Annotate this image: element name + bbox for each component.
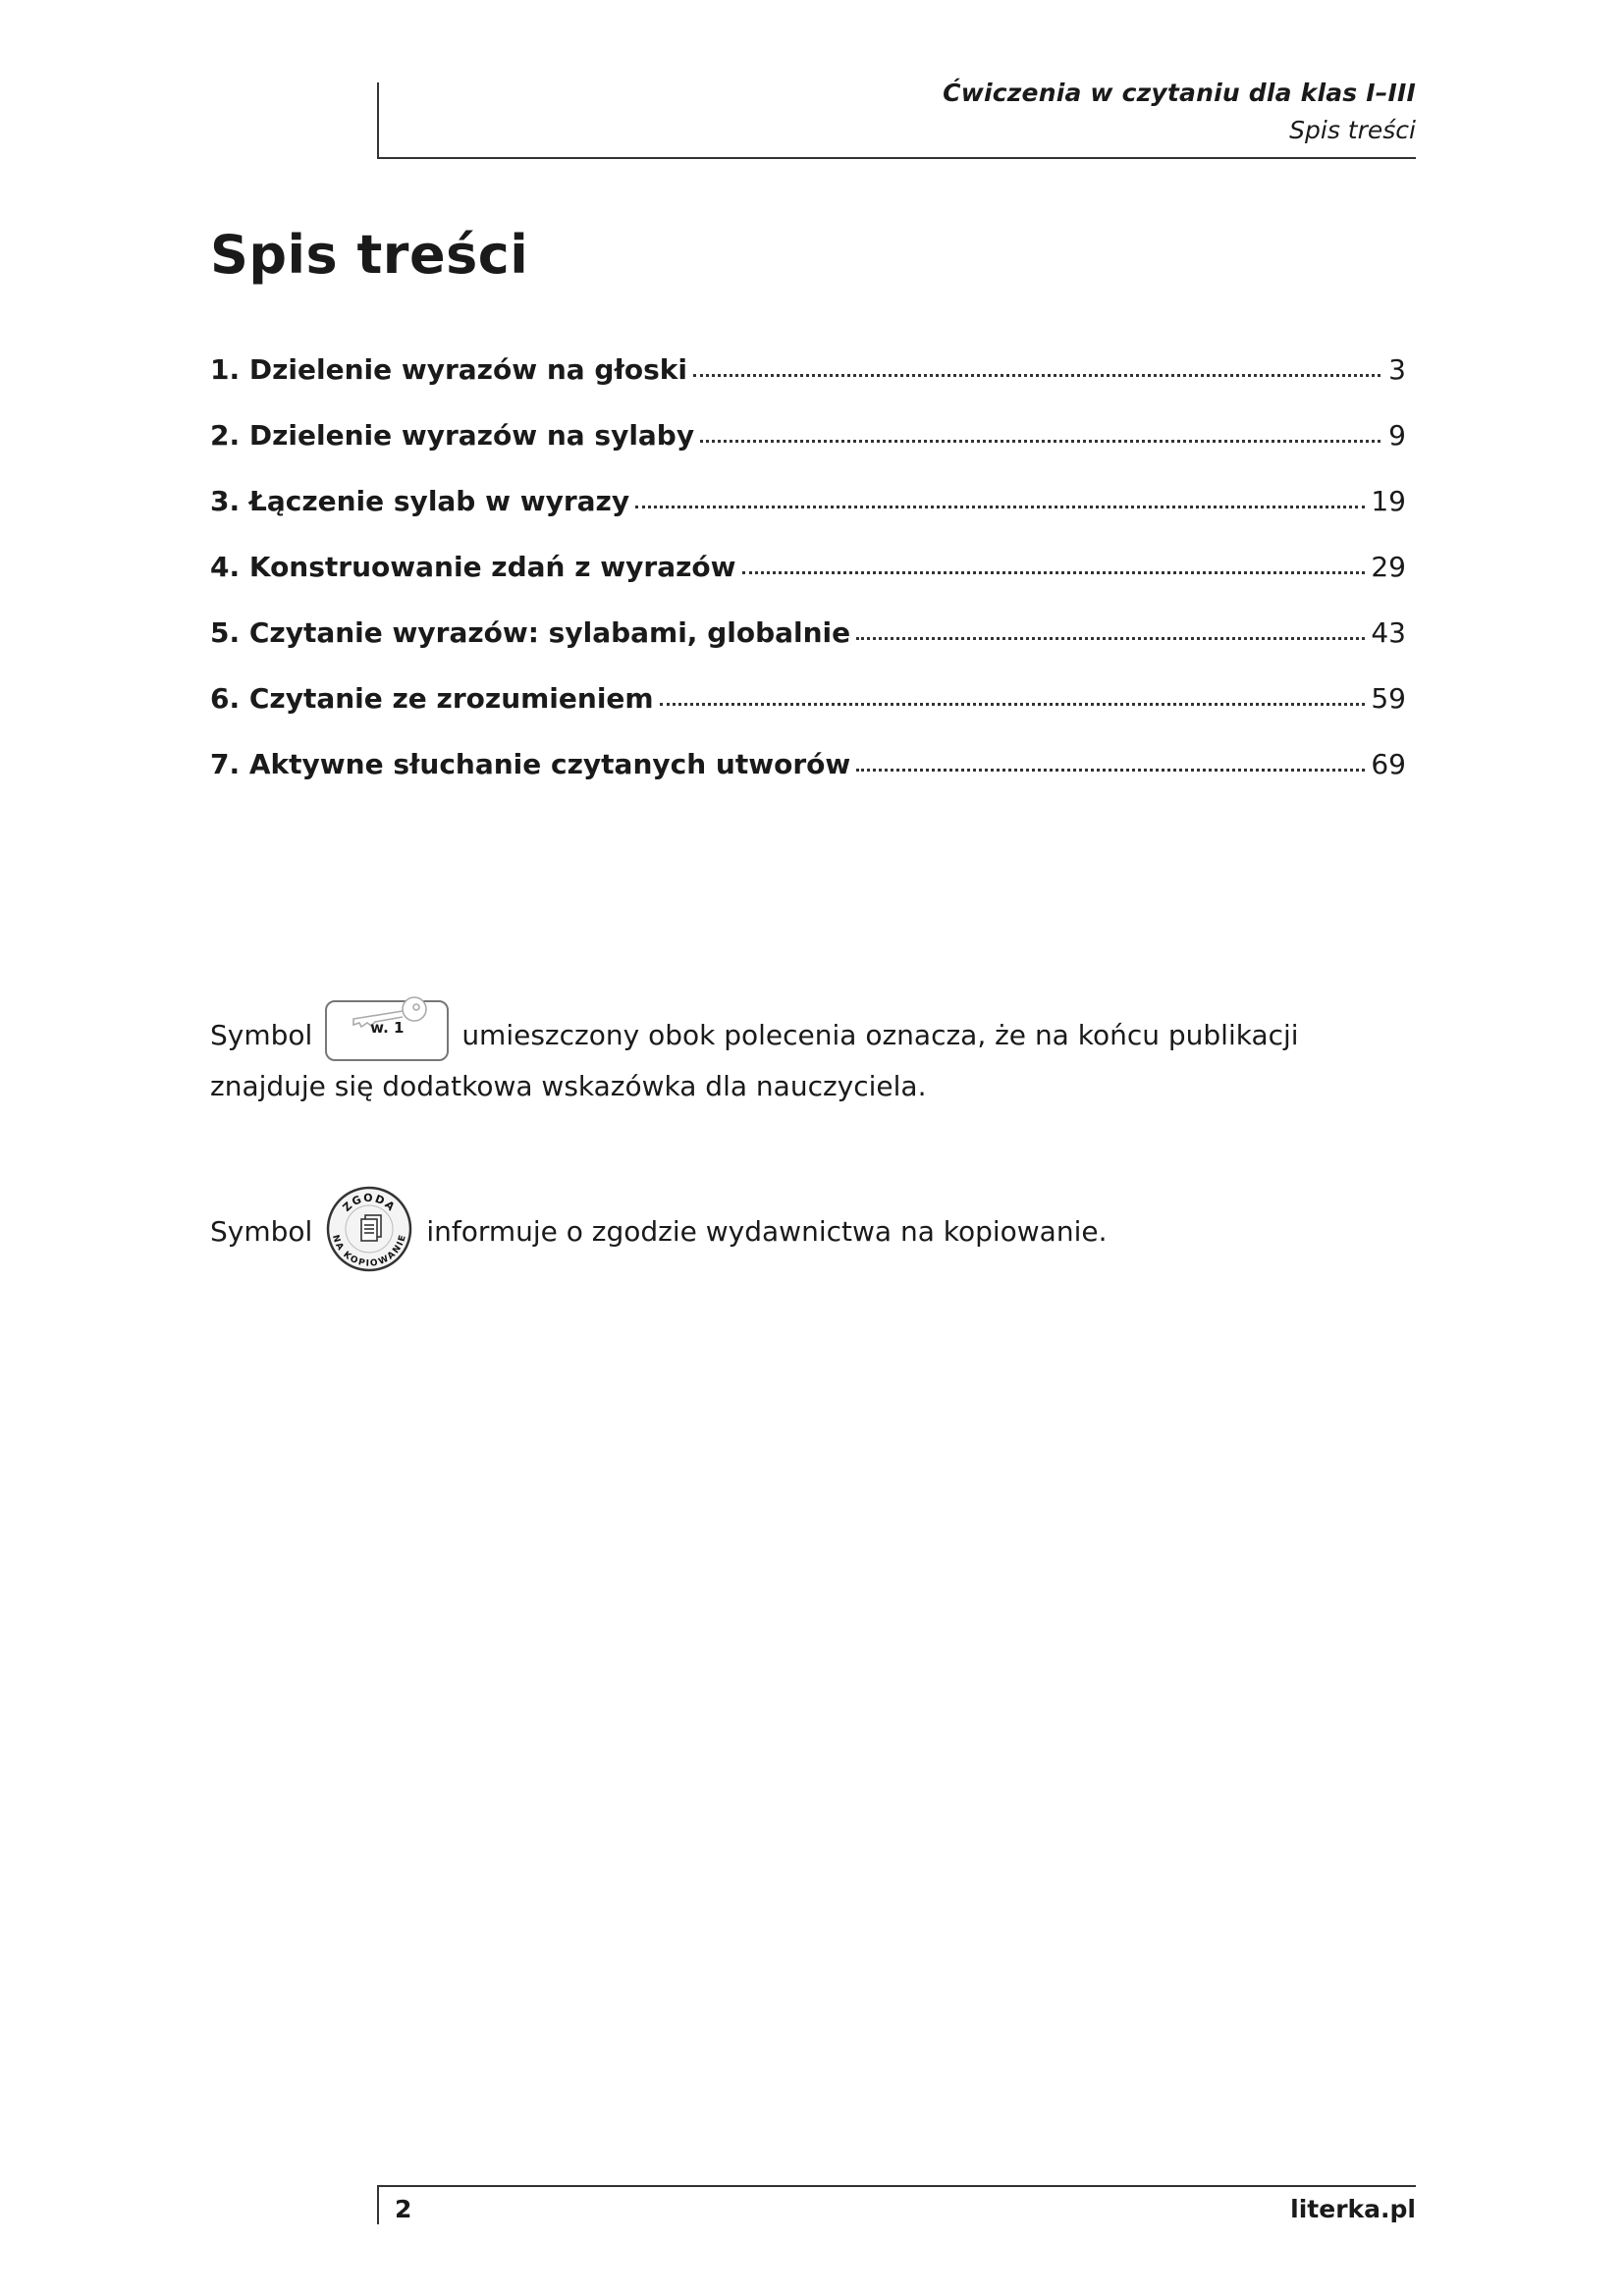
toc-leader-dots <box>856 765 1365 772</box>
toc-entry-label: 2. Dzielenie wyrazów na sylaby <box>210 419 695 452</box>
toc-entry-page: 19 <box>1371 485 1406 517</box>
toc-entry-1[interactable] <box>210 353 1406 419</box>
toc-entry-3[interactable] <box>210 485 1406 551</box>
header-rule-horizontal <box>377 157 1416 159</box>
footer-rule-horizontal <box>377 2185 1416 2187</box>
copy-stamp-text: informuje o zgodzie wydawnictwa na kopiowanie. <box>426 1215 1108 1248</box>
header-section: Spis treści <box>1289 116 1416 144</box>
toc-leader-dots <box>660 699 1366 706</box>
header-book-title: Ćwiczenia w czytaniu dla klas I–III <box>943 79 1416 107</box>
toc-entry-6[interactable] <box>210 682 1406 748</box>
symbol-word: Symbol <box>210 1019 313 1051</box>
toc-entry-page: 9 <box>1388 419 1406 452</box>
copy-stamp-note <box>210 1188 1418 1278</box>
toc-entry-label: 7. Aktywne słuchanie czytanych utworów <box>210 748 851 780</box>
copy-stamp-icon <box>324 1184 414 1274</box>
toc-entry-page: 43 <box>1371 616 1406 649</box>
toc-entry-page: 29 <box>1371 551 1406 583</box>
toc-entry-label: 1. Dzielenie wyrazów na głoski <box>210 353 687 386</box>
toc-entry-label: 3. Łączenie sylab w wyrazy <box>210 485 630 517</box>
toc-entry-5[interactable] <box>210 616 1406 682</box>
header-rule-vertical <box>377 82 379 159</box>
toc-entry-label: 5. Czytanie wyrazów: sylabami, globalnie <box>210 616 851 649</box>
key-icon <box>324 991 450 1062</box>
table-of-contents <box>210 353 1406 814</box>
toc-entry-page: 3 <box>1388 353 1406 386</box>
toc-entry-page: 59 <box>1371 682 1406 715</box>
toc-leader-dots <box>856 633 1365 640</box>
footer-page-number: 2 <box>395 2195 412 2223</box>
toc-leader-dots <box>635 502 1365 508</box>
toc-leader-dots <box>693 370 1380 377</box>
footer-site-link[interactable]: literka.pl <box>1290 2195 1416 2223</box>
toc-entry-label: 6. Czytanie ze zrozumieniem <box>210 682 654 715</box>
symbol-word: Symbol <box>210 1215 313 1248</box>
toc-entry-4[interactable] <box>210 551 1406 616</box>
toc-leader-dots <box>742 567 1366 574</box>
footer-rule-vertical <box>377 2185 379 2224</box>
toc-leader-dots <box>700 436 1380 443</box>
toc-entry-page: 69 <box>1371 748 1406 780</box>
toc-entry-7[interactable] <box>210 748 1406 814</box>
key-symbol-note <box>210 1011 1418 1111</box>
toc-entry-2[interactable] <box>210 419 1406 485</box>
key-symbol-text: umieszczony obok polecenia oznacza, że na końcu publikacji znajduje się dodatkowa wskazówka dla nauczyciela. <box>210 1019 1299 1102</box>
key-icon-label: w. 1 <box>370 1019 405 1037</box>
stamp-top-text: ZGODA <box>340 1191 399 1214</box>
stamp-bottom-text: NA KOPIOWANIE <box>330 1234 409 1269</box>
toc-entry-label: 4. Konstruowanie zdań z wyrazów <box>210 551 736 583</box>
page-title: Spis treści <box>210 224 529 286</box>
